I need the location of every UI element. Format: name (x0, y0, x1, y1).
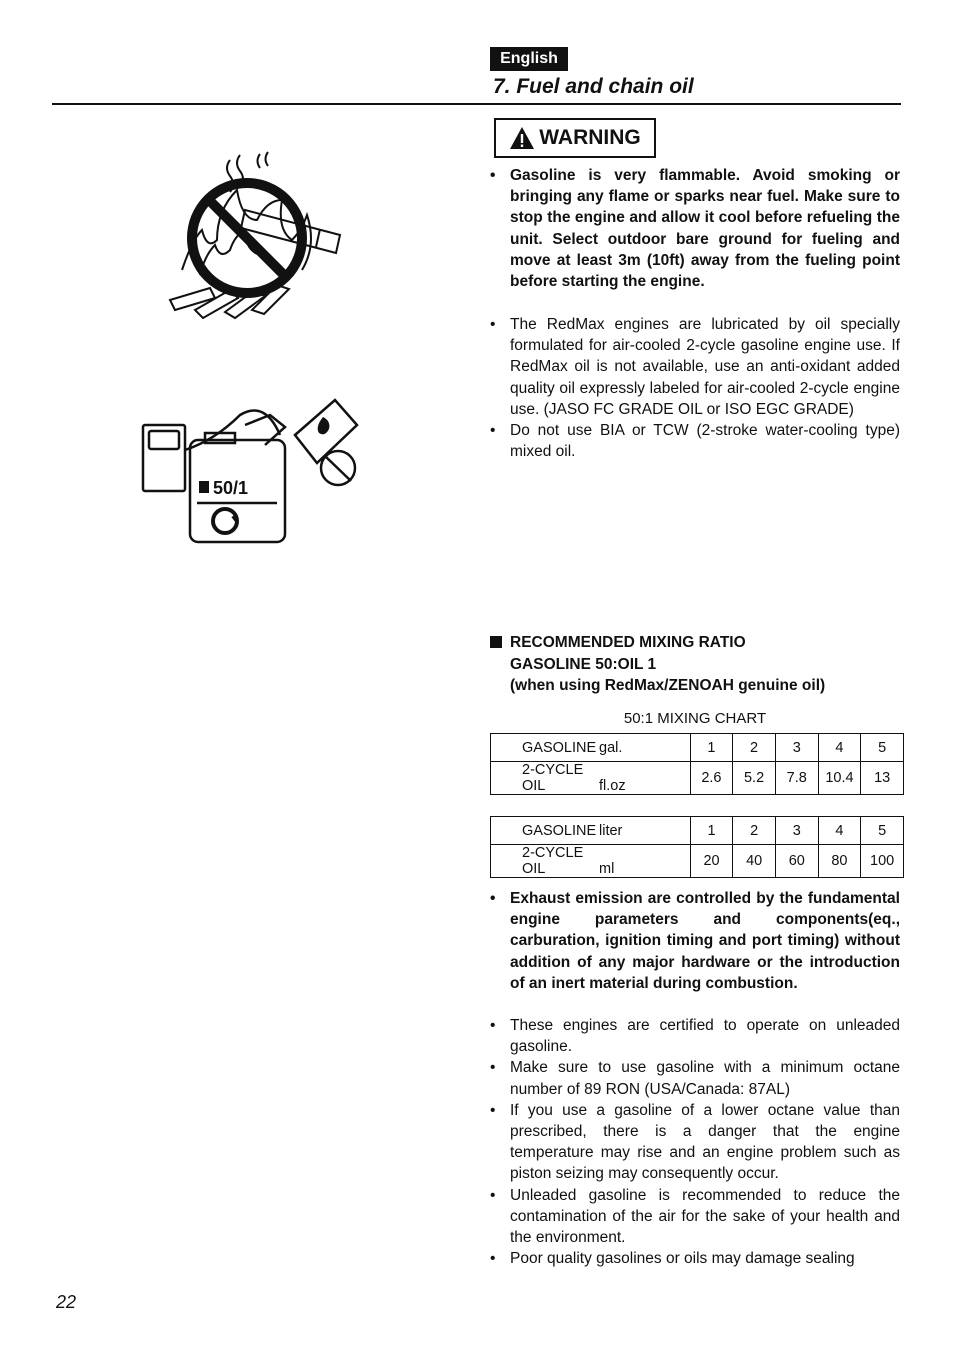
mixing-ratio-line: GASOLINE 50:OIL 1 (510, 655, 657, 673)
mixing-ratio-heading (490, 632, 900, 697)
table-cell: 7.8 (775, 762, 818, 795)
header-rule (52, 103, 901, 105)
oil-list (490, 314, 900, 462)
square-bullet-icon (490, 636, 502, 648)
table-row (491, 734, 904, 762)
mixing-table-us (490, 733, 904, 795)
fuel-item: • Make sure to use gasoline with a minimum octane number of 89 RON (USA/Canada: 87AL) (490, 1057, 900, 1099)
emission-item: • Exhaust emission are controlled by the fundamental engine parameters and components(eq., carburation, ignition timing and port timing) without addition of any major hardware or the introduction of an inert material during combustion. (490, 888, 900, 994)
row-label: GASOLINE liter (491, 817, 691, 845)
table-cell: 4 (818, 817, 861, 845)
table-cell: 1 (690, 817, 733, 845)
oil-item: • The RedMax engines are lubricated by oil specially formulated for air-cooled 2-cycle gasoline engine use. If RedMax oil is not available, use an anti-oxidant added quality oil expressly labeled for air-cooled 2-cycle engine use. (JASO FC GRADE OIL or ISO EGC GRADE) (490, 314, 900, 420)
fuel-item: • If you use a gasoline of a lower octane value than prescribed, there is a danger that the engine temperature may rise and an engine problem such as piston seizing may consequently occur. (490, 1100, 900, 1185)
fuel-mixing-illustration (135, 395, 365, 550)
mixing-ratio-line: (when using RedMax/ZENOAH genuine oil) (510, 677, 826, 694)
table-cell: 2 (733, 734, 776, 762)
table-row (491, 762, 904, 795)
table-cell: 10.4 (818, 762, 861, 795)
no-fire-illustration (160, 150, 355, 320)
table-cell: 1 (690, 734, 733, 762)
language-tab: English (490, 47, 568, 71)
row-label: GASOLINE gal. (491, 734, 691, 762)
table-cell: 5 (861, 817, 904, 845)
table-cell: 2 (733, 817, 776, 845)
warning-list (490, 165, 900, 292)
table-cell: 3 (775, 817, 818, 845)
fuel-item: • Unleaded gasoline is recommended to reduce the contamination of the air for the sake of your health and the environment. (490, 1185, 900, 1249)
emission-list (490, 888, 900, 994)
table-cell: 80 (818, 845, 861, 878)
table-cell: 5 (861, 734, 904, 762)
table-cell: 13 (861, 762, 904, 795)
table-cell: 4 (818, 734, 861, 762)
warning-item: • Gasoline is very flammable. Avoid smoking or bringing any flame or sparks near fuel. Make sure to stop the engine and allow it cool before refueling the unit. Select outdoor bare ground for fueling and move at least 3m (10ft) away from the fueling point before starting the engine. (490, 165, 900, 292)
table-cell: 60 (775, 845, 818, 878)
fuel-item: • Poor quality gasolines or oils may damage sealing (490, 1248, 900, 1269)
table-row (491, 845, 904, 878)
section-title: 7. Fuel and chain oil (493, 75, 694, 98)
table-row (491, 817, 904, 845)
row-label: 2-CYCLE OIL ml (491, 845, 691, 878)
table-cell: 3 (775, 734, 818, 762)
warning-label-box (494, 118, 656, 158)
mixing-table-metric (490, 816, 904, 878)
mixing-chart-caption: 50:1 MIXING CHART (623, 710, 767, 727)
table-cell: 100 (861, 845, 904, 878)
page-number: 22 (56, 1292, 77, 1312)
table-cell: 20 (690, 845, 733, 878)
fuel-list (490, 1015, 900, 1269)
mixing-ratio-line: RECOMMENDED MIXING RATIO (510, 634, 746, 651)
row-label: 2-CYCLE OIL fl.oz (491, 762, 691, 795)
oil-item: • Do not use BIA or TCW (2-stroke water-cooling type) mixed oil. (490, 420, 900, 462)
table-cell: 5.2 (733, 762, 776, 795)
table-cell: 40 (733, 845, 776, 878)
fuel-item: • These engines are certified to operate on unleaded gasoline. (490, 1015, 900, 1057)
table-cell: 2.6 (690, 762, 733, 795)
fuel-can-ratio-label: 50/1 (213, 478, 249, 498)
warning-label: WARNING (539, 126, 641, 149)
warning-triangle-icon (509, 126, 535, 150)
